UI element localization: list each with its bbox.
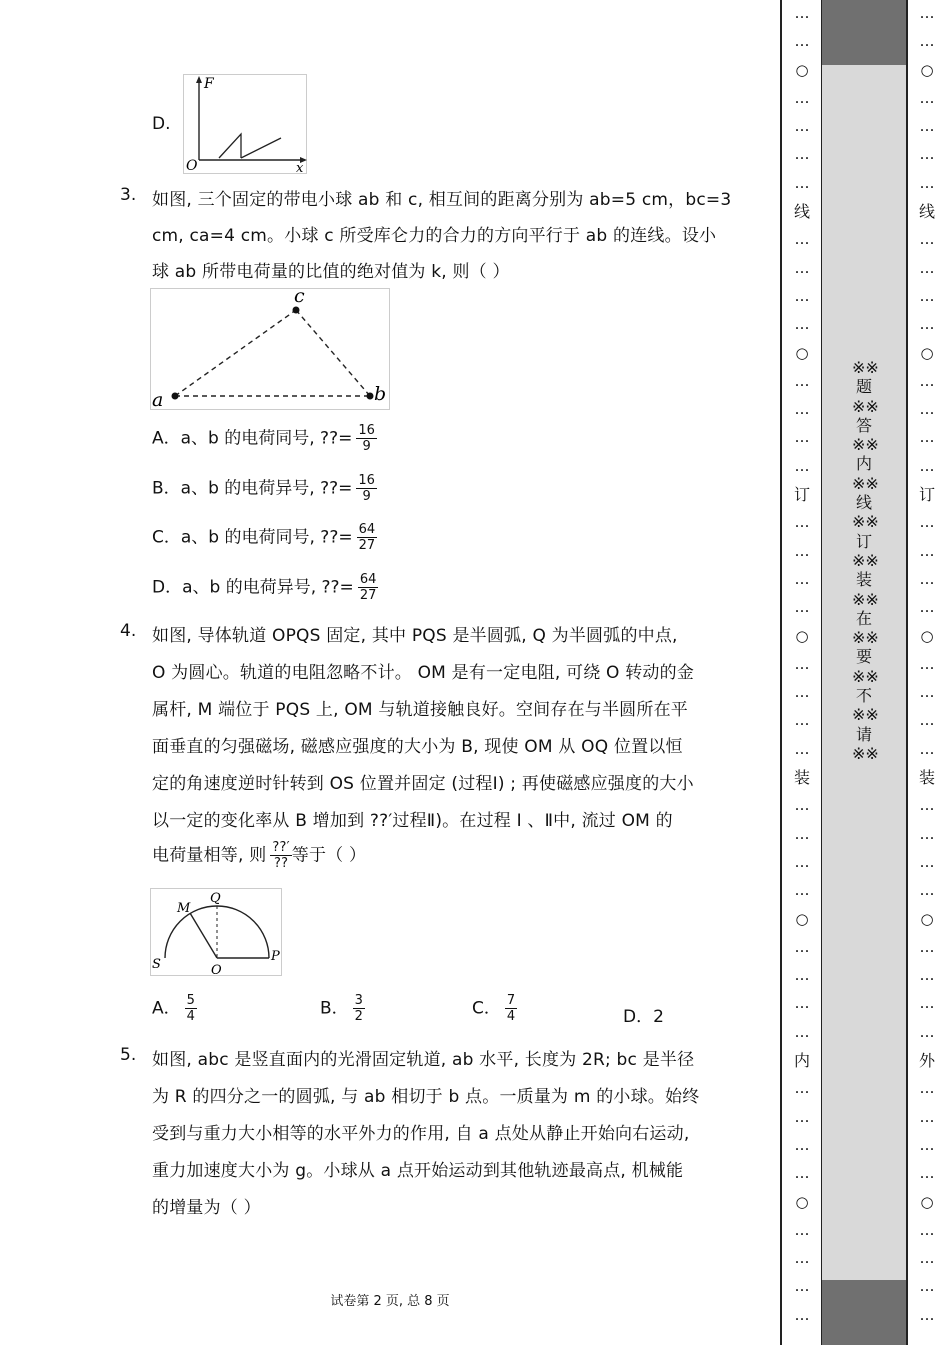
- frac-num: 5: [186, 993, 195, 1008]
- binding-circle-mark: ○: [920, 343, 934, 362]
- binding-dark-top: [822, 0, 906, 65]
- binding-dot-mark: …: [794, 513, 810, 532]
- binding-warning-text: ※※题※※答※※内※※线※※订※※装※※在※※要※※不※※请※※: [852, 358, 879, 763]
- binding-circle-mark: ○: [795, 343, 809, 362]
- option-fraction: [505, 993, 517, 1024]
- binding-label-mark: 线: [918, 202, 935, 222]
- binding-dot-mark: …: [794, 739, 810, 758]
- binding-circle-mark: ○: [795, 909, 809, 928]
- frac-den: ??: [274, 856, 289, 871]
- q3-number: 3.: [120, 185, 137, 205]
- binding-dot-mark: …: [794, 598, 810, 617]
- binding-dot-mark: …: [919, 739, 935, 758]
- q4-ratio-fraction: [270, 840, 291, 871]
- q5-line-2: 为 R 的四分之一的圆弧, 与 ab 相切于 b 点。一质量为 m 的小球。始终: [152, 1087, 700, 1107]
- binding-dot-mark: …: [919, 881, 935, 900]
- binding-dot-mark: …: [919, 569, 935, 588]
- frac-num: 64: [358, 522, 376, 537]
- binding-dot-mark: …: [794, 371, 810, 390]
- q3-triangle-figure: [150, 288, 390, 410]
- frac-num: 16: [358, 473, 375, 488]
- frac-num: 64: [359, 572, 377, 587]
- frac-den: 4: [506, 1009, 516, 1024]
- binding-dot-mark: …: [794, 230, 810, 249]
- binding-marks-inner: [782, 0, 822, 1345]
- binding-label-mark: 内: [793, 1051, 810, 1071]
- binding-dot-mark: …: [794, 173, 810, 192]
- q4-last-prefix: 电荷量相等, 则: [152, 845, 267, 866]
- point-o-label: O: [211, 963, 222, 976]
- binding-dot-mark: …: [794, 1135, 810, 1154]
- frac-den: 4: [186, 1009, 195, 1024]
- binding-dot-mark: …: [919, 1164, 935, 1183]
- frac-num: 3: [354, 993, 363, 1008]
- binding-dot-mark: …: [794, 286, 810, 305]
- q3-option-b: [152, 473, 377, 504]
- binding-label-mark: 订: [918, 485, 935, 505]
- q4-line-5: 定的角速度逆时针转到 OS 位置并固定 (过程Ⅰ) ; 再使磁感应强度的大小: [152, 774, 694, 794]
- binding-dot-mark: …: [919, 1135, 935, 1154]
- q4-line-6: 以一定的变化率从 B 增加到 ??′过程Ⅱ)。在过程 Ⅰ 、Ⅱ中, 流过 OM 的: [152, 811, 673, 831]
- binding-dot-mark: …: [919, 541, 935, 560]
- binding-dot-mark: …: [794, 1107, 810, 1126]
- binding-dot-mark: …: [794, 400, 810, 419]
- binding-dot-mark: …: [919, 117, 935, 136]
- binding-dot-mark: …: [794, 881, 810, 900]
- binding-dot-mark: …: [919, 966, 935, 985]
- binding-circle-mark: ○: [795, 60, 809, 79]
- binding-dot-mark: …: [919, 1220, 935, 1239]
- binding-dot-mark: …: [794, 824, 810, 843]
- binding-dot-mark: …: [919, 371, 935, 390]
- binding-dot-mark: …: [919, 258, 935, 277]
- binding-circle-mark: ○: [920, 909, 934, 928]
- binding-dot-mark: …: [919, 230, 935, 249]
- option-text: B．: [320, 998, 349, 1019]
- point-c-label: c: [294, 288, 305, 307]
- option-fraction: [357, 522, 378, 553]
- q4-option-d: D．2: [623, 1007, 664, 1027]
- binding-dot-mark: …: [794, 1277, 810, 1296]
- binding-dot-mark: …: [794, 711, 810, 730]
- binding-dot-mark: …: [794, 258, 810, 277]
- binding-dot-mark: …: [794, 796, 810, 815]
- q4-number: 4.: [120, 621, 137, 641]
- q3-option-a: [152, 423, 377, 454]
- binding-marks-outer: [907, 0, 947, 1345]
- binding-dot-mark: …: [919, 400, 935, 419]
- binding-dot-mark: …: [919, 428, 935, 447]
- binding-dot-mark: …: [794, 683, 810, 702]
- point-s-label: S: [152, 957, 161, 972]
- point-p-label: P: [271, 949, 280, 964]
- binding-dot-mark: …: [794, 1305, 810, 1324]
- frac-num: 16: [358, 423, 375, 438]
- q4-line-3: 属杆, M 端位于 PQS 上, OM 与轨道接触良好。空间存在与半圆所在平: [152, 700, 688, 720]
- binding-dot-mark: …: [794, 117, 810, 136]
- q4-line-1: 如图, 导体轨道 OPQS 固定, 其中 PQS 是半圆弧, Q 为半圆弧的中点,: [152, 626, 678, 646]
- binding-dot-mark: …: [919, 1277, 935, 1296]
- binding-label-mark: 订: [793, 485, 810, 505]
- point-m-label: M: [177, 901, 191, 916]
- q4-option-a: [152, 993, 197, 1024]
- point-q-label: Q: [210, 891, 221, 906]
- binding-dot-mark: …: [794, 937, 810, 956]
- binding-dot-mark: …: [919, 4, 935, 22]
- q4-line-4: 面垂直的匀强磁场, 磁感应强度的大小为 B, 现使 OM 从 OQ 位置以恒: [152, 737, 683, 757]
- graph-origin-label: O: [186, 158, 198, 174]
- q5-line-4: 重力加速度大小为 g。小球从 a 点开始运动到其他轨迹最高点, 机械能: [152, 1161, 684, 1181]
- binding-dot-mark: …: [919, 1022, 935, 1041]
- frac-num: ??′: [272, 840, 290, 855]
- binding-dot-mark: …: [794, 569, 810, 588]
- binding-dot-mark: …: [794, 32, 810, 51]
- binding-dot-mark: …: [919, 456, 935, 475]
- binding-dot-mark: …: [919, 598, 935, 617]
- frac-den: 2: [354, 1009, 363, 1024]
- binding-circle-mark: ○: [920, 626, 934, 645]
- q4-line-7: [152, 840, 366, 871]
- binding-dot-mark: …: [919, 937, 935, 956]
- binding-circle-mark: ○: [795, 1192, 809, 1211]
- frac-den: 27: [358, 538, 376, 553]
- binding-dot-mark: …: [794, 1220, 810, 1239]
- q3-line-1: 如图, 三个固定的带电小球 ab 和 c, 相互间的距离分别为 ab=5 cm，bc=3: [152, 190, 732, 210]
- binding-dot-mark: …: [794, 654, 810, 673]
- q5-line-5: 的增量为（ ）: [152, 1198, 261, 1218]
- option-text: B．a、b 的电荷异号, ??=: [152, 478, 353, 499]
- binding-dot-mark: …: [919, 796, 935, 815]
- binding-dot-mark: …: [794, 428, 810, 447]
- binding-dot-mark: …: [919, 994, 935, 1013]
- binding-dot-mark: …: [919, 683, 935, 702]
- binding-dot-mark: …: [794, 994, 810, 1013]
- binding-dot-mark: …: [919, 145, 935, 164]
- binding-label-mark: 外: [918, 1051, 935, 1071]
- frac-den: 9: [362, 439, 371, 454]
- binding-dot-mark: …: [919, 1107, 935, 1126]
- q3-line-2: cm, ca=4 cm。小球 c 所受库仑力的合力的方向平行于 ab 的连线。设小: [152, 226, 717, 246]
- page-footer: 试卷第 2 页, 总 8 页: [330, 1294, 450, 1309]
- binding-dot-mark: …: [794, 1022, 810, 1041]
- binding-dot-mark: …: [919, 654, 935, 673]
- q2-option-d-graph: [183, 74, 308, 174]
- option-text: A．a、b 的电荷同号, ??=: [152, 428, 353, 449]
- binding-dot-mark: …: [794, 966, 810, 985]
- binding-dot-mark: …: [919, 1305, 935, 1324]
- binding-circle-mark: ○: [795, 626, 809, 645]
- binding-dark-bottom: [822, 1280, 906, 1345]
- point-a-label: a: [152, 389, 164, 410]
- binding-dot-mark: …: [794, 1079, 810, 1098]
- binding-circle-mark: ○: [920, 1192, 934, 1211]
- binding-dot-mark: …: [794, 1249, 810, 1268]
- option-fraction: [185, 993, 197, 1024]
- q5-line-3: 受到与重力大小相等的水平外力的作用, 自 a 点处从静止开始向右运动,: [152, 1124, 690, 1144]
- option-fraction: [358, 572, 379, 603]
- binding-dot-mark: …: [919, 513, 935, 532]
- q4-semicircle-figure: [150, 888, 282, 976]
- graph-f-label: F: [204, 76, 214, 92]
- q5-line-1: 如图, abc 是竖直面内的光滑固定轨道, ab 水平, 长度为 2R; bc 是半径: [152, 1050, 695, 1070]
- binding-label-mark: 装: [918, 768, 935, 788]
- q4-last-suffix: 等于（ ）: [291, 845, 367, 866]
- q3-option-d: [152, 572, 378, 603]
- binding-dot-mark: …: [794, 88, 810, 107]
- binding-dot-mark: …: [794, 852, 810, 871]
- q2-option-d-label: D.: [152, 114, 171, 134]
- binding-dot-mark: …: [919, 315, 935, 334]
- q5-number: 5.: [120, 1045, 137, 1065]
- option-text: C．a、b 的电荷同号, ??=: [152, 527, 353, 548]
- binding-dot-mark: …: [794, 4, 810, 22]
- binding-dot-mark: …: [919, 286, 935, 305]
- binding-label-mark: 装: [793, 768, 810, 788]
- binding-dot-mark: …: [919, 1249, 935, 1268]
- option-text: C．: [472, 998, 501, 1019]
- q3-option-c: [152, 522, 377, 553]
- graph-x-label: x: [296, 161, 304, 174]
- binding-dot-mark: …: [794, 145, 810, 164]
- q4-option-c: [472, 993, 517, 1024]
- option-fraction: [356, 473, 377, 504]
- binding-dot-mark: …: [919, 173, 935, 192]
- binding-circle-mark: ○: [920, 60, 934, 79]
- option-fraction: [353, 993, 365, 1024]
- binding-dot-mark: …: [919, 852, 935, 871]
- binding-dot-mark: …: [794, 456, 810, 475]
- point-b-label: b: [374, 383, 387, 405]
- option-fraction: [356, 423, 377, 454]
- binding-dot-mark: …: [919, 88, 935, 107]
- option-text: D．a、b 的电荷异号, ??=: [152, 577, 354, 598]
- frac-den: 27: [359, 588, 377, 603]
- binding-dot-mark: …: [919, 1079, 935, 1098]
- q3-line-3: 球 ab 所带电荷量的比值的绝对值为 k, 则（ ）: [152, 262, 510, 282]
- option-text: A．: [152, 998, 181, 1019]
- binding-dot-mark: …: [919, 824, 935, 843]
- binding-dot-mark: …: [919, 711, 935, 730]
- q4-line-2: O 为圆心。轨道的电阻忽略不计。 OM 是有一定电阻, 可绕 O 转动的金: [152, 663, 695, 683]
- binding-dot-mark: …: [794, 1164, 810, 1183]
- binding-dot-mark: …: [919, 32, 935, 51]
- binding-dot-mark: …: [794, 541, 810, 560]
- frac-num: 7: [506, 993, 516, 1008]
- frac-den: 9: [362, 489, 371, 504]
- q4-option-b: [320, 993, 365, 1024]
- binding-dot-mark: …: [794, 315, 810, 334]
- binding-label-mark: 线: [793, 202, 810, 222]
